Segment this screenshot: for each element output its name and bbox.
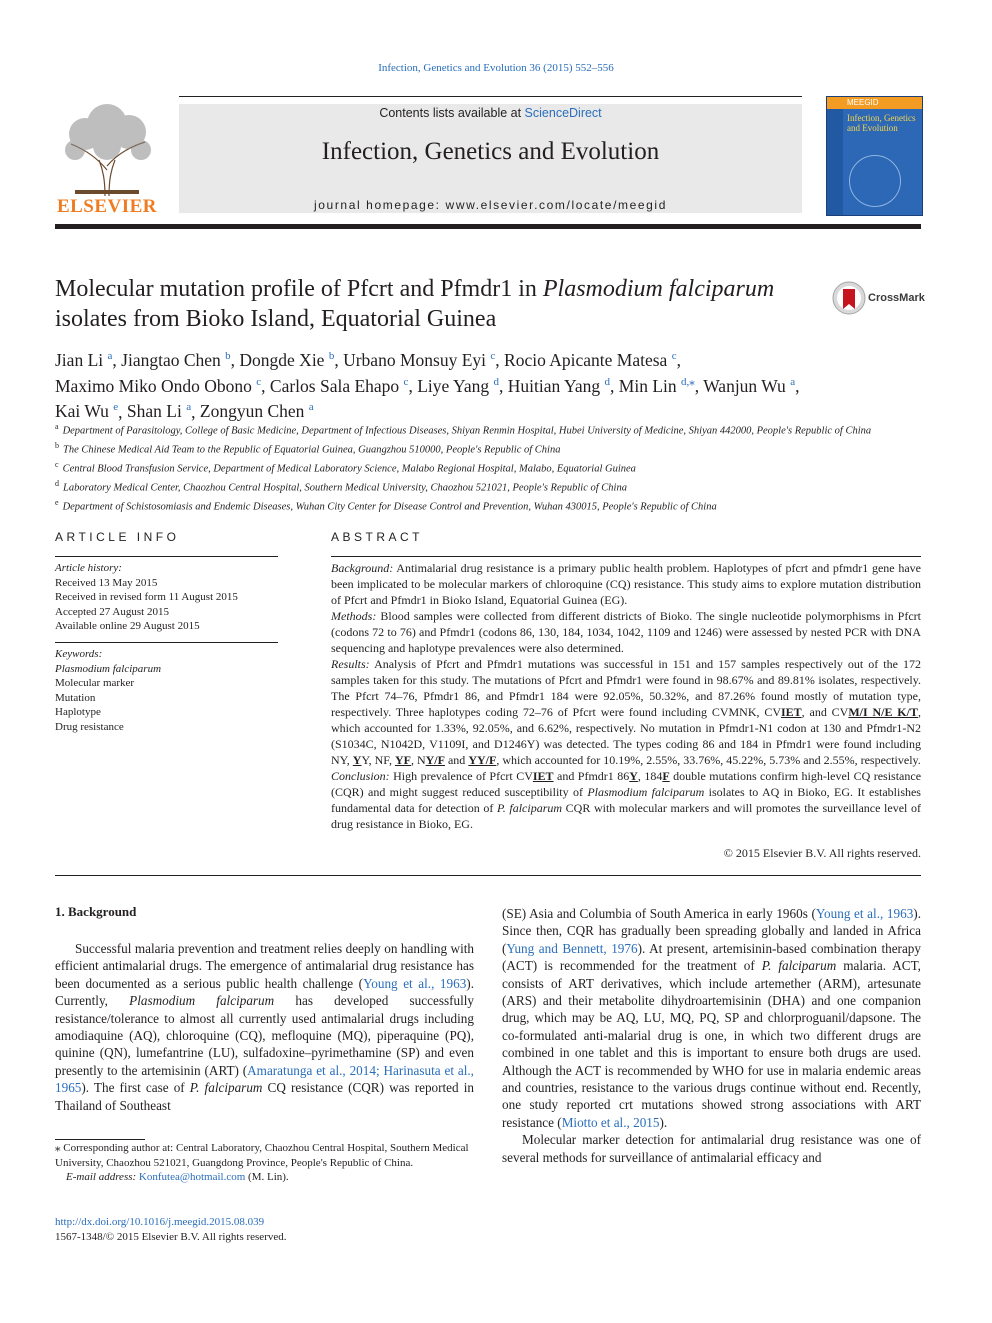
paragraph: Molecular marker detection for antimalarial drug resistance was one of several methods for surveillance of antimalarial efficacy and: [502, 1132, 921, 1165]
citation-link[interactable]: Young et al., 1963: [363, 975, 467, 991]
keyword[interactable]: Haplotype: [55, 706, 101, 718]
affiliation: $^c$ Central Blood Transfusion Service, Department of Medical Laboratory Science, Malabo Regional Hospital, Malabo, Equatorial Guinea: [55, 460, 636, 475]
affiliation: $^e$ Department of Schistosomiasis and Endemic Diseases, Wuhan City Center for Disease Control and Prevention, Wuhan 430015, People's Republic of China: [55, 498, 717, 513]
species-name: P. falciparum: [761, 958, 837, 974]
author[interactable]: Carlos Sala Ehapo $^c$: [269, 375, 409, 396]
doi-link[interactable]: http://dx.doi.org/10.1016/j.meegid.2015.08.039: [55, 1216, 265, 1228]
text-run: ). The first case of: [81, 1080, 190, 1096]
journal-name: Infection, Genetics and Evolution: [321, 138, 660, 165]
article-history: Article history: Received 13 May 2015 Received in revised form 11 August 2015 Accepted 27 August 2015 Available online 29 August 2015: [55, 562, 238, 632]
globe-icon: [849, 155, 901, 207]
header-rule: [55, 224, 921, 229]
text-run: malaria. ACT, consists of ART derivatives, which include artemether (ARM), artesunate (ARS) and their metabolite dihydroartemisinin (DHA) and one companion drug, which may be AQ, LU, MQ, PQ, SP and chlorproguanil/dapsone. The co-formulated anti-malarial drug is one, in which two different drugs are combined in one tablet and this is important to ensure both drugs are used. Although the ACT is recommended by WHO for use in malaria endemic areas and countries, resistance to the various drugs continue without end. Recently, one study reported crt mutations showed strong associations with ART resistance (: [502, 958, 921, 1130]
article-title: Molecular mutation profile of Pfcrt and Pfmdr1 in Plasmodium falciparum isolates from Bioko Island, Equatorial Guinea: [55, 276, 775, 332]
keyword[interactable]: Drug resistance: [55, 720, 124, 733]
section-heading: 1. Background: [55, 904, 137, 919]
author[interactable]: Jiangtao Chen $^b$: [121, 349, 231, 370]
paragraph: [55, 940, 474, 1114]
journal-homepage[interactable]: journal homepage: www.elsevier.com/locate/meegid: [314, 198, 667, 212]
author[interactable]: Rocio Apicante Matesa $^c$: [504, 349, 677, 370]
text-run: CQ resistance (CQR) was reported in Thailand of Southeast: [55, 1080, 474, 1113]
author[interactable]: Maximo Miko Ondo Obono $^c$: [55, 375, 262, 396]
cover-title: Infection, Genetics and Evolution: [847, 113, 916, 133]
text-run: ).: [659, 1114, 668, 1130]
issn-line: 1567-1348/© 2015 Elsevier B.V. All rights reserved.: [55, 1230, 287, 1243]
author[interactable]: Jian Li $^a$: [55, 349, 113, 370]
author[interactable]: Wanjun Wu $^a$: [703, 375, 796, 396]
keyword[interactable]: Plasmodium falciparum: [55, 662, 162, 675]
author[interactable]: Urbano Monsuy Eyi $^c$: [343, 349, 496, 370]
species-name: Plasmodium falciparum: [129, 993, 275, 1009]
abstract-results: Results: Analysis of Pfcrt and Pfmdr1 mutations was successful in 151 and 157 samples respectively out of the 172 samples taken for this study. The mutations of Pfcrt and Pfmdr1 were found in 98.67% and 89.81% isolates, respectively. The Pfcrt 74–76, Pfmdr1 86, and Pfmdr1 184 were 92.05%, 50.32%, and 87.26% found mostly of mutation type, respectively. Three haplotypes coding 72–76 of Pfcrt were found including CVMNK, CVIET, and CVM/I N/E K/T, which accounted for 1.33%, 92.05%, and 6.62%, respectively. No mutation in Pfmdr1-N1 codon at 130 and Pfmdr1-N2 (S1034C, N1042D, V1109I, and D1246Y) was detected. The types coding 86 and 184 in Pfmdr1 were found including NY, YY, NF, YF, NY/F and YY/F, which accounted for 10.19%, 2.55%, 33.76%, 45.22%, 5.73% and 2.55%, respectively.: [331, 657, 922, 767]
text-run: ). Since then, CQR has gradually been spreading globally and landed in Africa (: [502, 906, 921, 956]
author[interactable]: Dongde Xie $^b$: [239, 349, 335, 370]
journal-citation[interactable]: Infection, Genetics and Evolution 36 (2015) 552–556: [378, 62, 614, 74]
author[interactable]: Min Lin $^{d,⁎}$: [618, 375, 695, 396]
article-info-heading: ARTICLE INFO: [55, 530, 180, 544]
affiliations: [55, 420, 921, 515]
abstract-conclusion: Conclusion: High prevalence of Pfcrt CVIET and Pfmdr1 86Y, 184F double mutations confirm high-level CQ resistance (CQR) and might suggest reduced susceptibility of Plasmodium falciparum isolates to AQ in Bioko, EG. It establishes fundamental data for detection of P. falciparum CQR with molecular markers and will promotes the surveillance level of drug resistance in Bioko, EG.: [331, 769, 922, 831]
author[interactable]: Shan Li $^a$: [126, 401, 192, 422]
article-info-rule: [55, 556, 278, 557]
keyword[interactable]: Mutation: [55, 691, 96, 704]
cover-top-label: MEEGID: [827, 97, 922, 109]
sciencedirect-link[interactable]: ScienceDirect: [524, 106, 602, 120]
contents-line: Contents lists available at ScienceDirect: [379, 106, 602, 120]
text-run: ). At present, artemisinin-based combination therapy (ACT) is recommended for the treatment of: [502, 940, 921, 974]
author[interactable]: Liye Yang $^d$: [417, 375, 500, 396]
elsevier-wordmark[interactable]: ELSEVIER: [56, 196, 158, 217]
abstract-rule: [331, 556, 921, 557]
doi-block: [55, 1215, 287, 1244]
author[interactable]: Zongyun Chen $^a$: [199, 401, 314, 422]
cover-side-strip: [827, 109, 843, 215]
text-run: has developed successfully resistance/tolerance to almost all currently used antimalarial drugs including amodiaquine (AQ), chloroquine (CQ), mefloquine (MQ), piperaquine (PQ), quinine (QN), lumefantrine (LU), sulfadoxine–pyrimethamine (SP) and even presently to the artemisinin (ART) (: [55, 993, 474, 1078]
affiliation: $^b$ The Chinese Medical Aid Team to the Republic of Equatorial Guinea, Guangzhou 510000, People's Republic of China: [55, 441, 561, 456]
citation-link[interactable]: Miotto et al., 2015: [561, 1114, 660, 1130]
keywords: Keywords: Plasmodium falciparum Molecular marker Mutation Haplotype Drug resistance: [55, 648, 162, 733]
affiliation: $^d$ Laboratory Medical Center, Chaozhou Central Hospital, Southern Medical University, Chaozhou 521021, People's Republic of China: [55, 479, 627, 494]
crossmark-label[interactable]: CrossMark: [868, 292, 925, 304]
abstract-methods: Methods: Blood samples were collected from different districts of Bioko. The single nucleotide polymorphisms in Pfcrt (codons 72 to 76) and Pfmdr1 (codons 86, 130, 184, 1034, 1042, 1109 and 1246) were assessed by nested PCR with DNA sequencing and haplotype prevalences were also determined.: [331, 609, 921, 655]
body-column-left: [55, 940, 474, 1114]
text-run: ). Currently,: [55, 975, 474, 1009]
author[interactable]: Kai Wu $^e$: [55, 401, 119, 422]
affiliation: $^a$ Department of Parasitology, College of Basic Medicine, Department of Infectious Diseases, Shiyan Renmin Hospital, Hubei University of Medicine, Shiyan 442000, People's Republic of China: [55, 422, 872, 437]
author-list: Jian Li $^a$, Jiangtao Chen $^b$, Dongde Xie $^b$, Urbano Monsuy Eyi $^c$, Rocio Apicante Matesa $^c$, Maximo Miko Ondo Obono $^c$, Carlos Sala Ehapo $^c$, Liye Yang $^d$, Huitian Yang $^d$, Min Lin $^{d,⁎}$, Wanjun Wu $^a$, Kai Wu $^e$, Shan Li $^a$, Zongyun Chen $^a$: [55, 349, 800, 422]
abstract-text: [331, 560, 921, 832]
species-name: P. falciparum: [189, 1080, 263, 1096]
crossmark-icon[interactable]: [832, 281, 866, 315]
paragraph: [502, 905, 921, 1131]
corresponding-author-footnote: ⁎ Corresponding author at: Central Laboratory, Chaozhou Central Hospital, Southern Medical University, Chaozhou 521021, Guangdong Province, People's Republic of China. E-mail address: Konfutea@hotmail.com (M. Lin).: [55, 1142, 469, 1183]
banner-top-rule: [179, 96, 802, 97]
citation-link[interactable]: Young et al., 1963: [815, 906, 914, 921]
citation-link[interactable]: Amaratunga et al., 2014; Harinasuta et al., 1965: [55, 1062, 474, 1096]
body-column-right: [502, 905, 921, 1166]
footnote-rule: [55, 1139, 145, 1140]
email-link[interactable]: Konfutea@hotmail.com: [138, 1171, 246, 1183]
author[interactable]: Huitian Yang $^d$: [507, 375, 611, 396]
citation-link[interactable]: Yung and Bennett, 1976: [506, 940, 638, 956]
abstract-bottom-rule: [55, 875, 921, 876]
text-run: Successful malaria prevention and treatment relies deeply on handling with efficient antimalarial drugs. The emergence of antimalarial drug resistance has been documented as a serious public health challenge (: [55, 941, 474, 991]
journal-cover-image[interactable]: [826, 96, 923, 216]
abstract-heading: ABSTRACT: [331, 530, 424, 544]
abstract-background: Background: Antimalarial drug resistance is a primary public health problem. Haplotypes of pfcrt and pfmdr1 gene have been implicated to be molecular markers of chloroquine (CQ) resistance. This study aims to explore mutation distribution of Pfcrt and Pfmdr1 in Bioko Island, Equatorial Guinea (EG).: [331, 561, 921, 607]
text-run: (SE) Asia and Columbia of South America in early 1960s (: [502, 906, 816, 921]
keyword[interactable]: Molecular marker: [55, 677, 135, 689]
keywords-rule: [55, 642, 278, 643]
abstract-copyright: © 2015 Elsevier B.V. All rights reserved.: [723, 846, 921, 860]
